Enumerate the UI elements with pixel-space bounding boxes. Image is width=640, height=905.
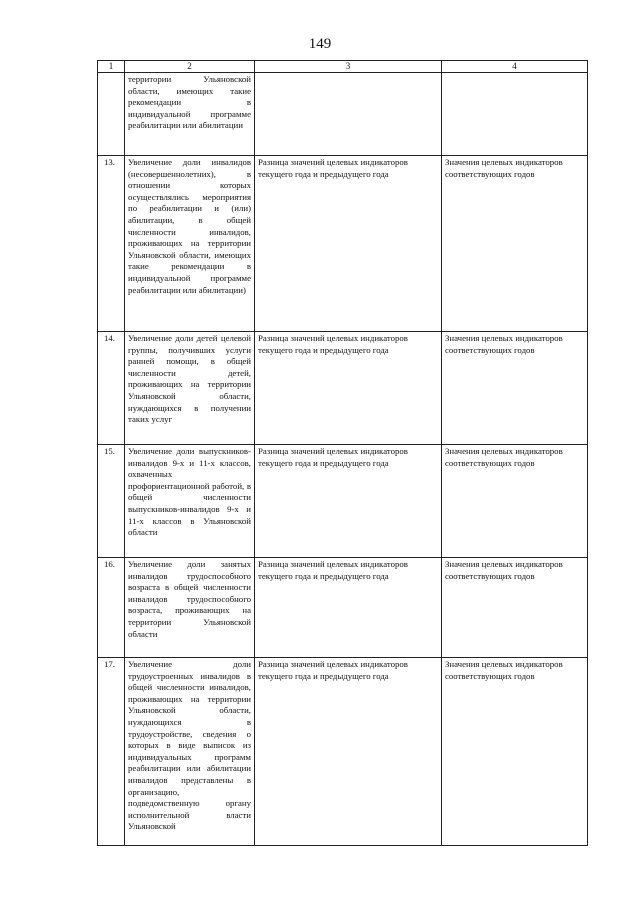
table-row xyxy=(98,156,588,332)
row-number: 16. xyxy=(98,558,125,658)
row-number: 13. xyxy=(98,156,125,332)
table-row xyxy=(98,445,588,558)
row-number: 14. xyxy=(98,332,125,445)
data-source: Значения целевых индикаторов соответствующих годов xyxy=(442,156,588,332)
indicator-name: Увеличение доли трудоустроенных инвалидов в общей численности инвалидов, проживающих на территории Ульяновской области, нуждающихся в трудоустройстве, сведения о которых в виде выписок из индивидуальных программ реабилитации или абилитации инвалидов представлены в организацию, подведомственную органу исполнительной власти Ульяновской xyxy=(125,658,255,846)
calculation-method: Разница значений целевых индикаторов текущего года и предыдущего года xyxy=(255,558,442,658)
calculation-method: Разница значений целевых индикаторов текущего года и предыдущего года xyxy=(255,156,442,332)
data-source: Значения целевых индикаторов соответствующих годов xyxy=(442,558,588,658)
calculation-method: Разница значений целевых индикаторов текущего года и предыдущего года xyxy=(255,332,442,445)
indicator-name: Увеличение доли детей целевой группы, получивших услуги ранней помощи, в общей численности детей, проживающих на территории Ульяновской области, нуждающихся в получении таких услуг xyxy=(125,332,255,445)
column-header-1: 1 xyxy=(98,61,125,73)
indicator-name: территории Ульяновской области, имеющих такие рекомендации в индивидуальной программе реабилитации или абилитации xyxy=(125,73,255,156)
table-row xyxy=(98,73,588,156)
indicator-name: Увеличение доли инвалидов (несовершеннолетних), в отношении которых осуществлялись мероприятия по реабилитации и (или) абилитации, в общей численности инвалидов, проживающих на территории Ульяновской области, имеющих такие рекомендации в индивидуальной программе реабилитации или абилитации) xyxy=(125,156,255,332)
row-number xyxy=(98,73,125,156)
indicator-name: Увеличение доли занятых инвалидов трудоспособного возраста в общей численности инвалидов трудоспособного возраста, проживающих на территории Ульяновской области xyxy=(125,558,255,658)
table-row xyxy=(98,658,588,846)
table-row xyxy=(98,558,588,658)
table-row xyxy=(98,332,588,445)
row-number: 17. xyxy=(98,658,125,846)
column-header-4: 4 xyxy=(442,61,588,73)
row-number: 15. xyxy=(98,445,125,558)
calculation-method: Разница значений целевых индикаторов текущего года и предыдущего года xyxy=(255,445,442,558)
indicator-name: Увеличение доли выпускников-инвалидов 9-х и 11-х классов, охваченных профориентационной работой, в общей численности выпускников-инвалидов 9-х и 11-х классов в Ульяновской области xyxy=(125,445,255,558)
indicator-table xyxy=(97,60,588,846)
table-header-row xyxy=(98,61,588,73)
data-source xyxy=(442,73,588,156)
column-header-3: 3 xyxy=(255,61,442,73)
data-source: Значения целевых индикаторов соответствующих годов xyxy=(442,658,588,846)
data-source: Значения целевых индикаторов соответствующих годов xyxy=(442,332,588,445)
calculation-method: Разница значений целевых индикаторов текущего года и предыдущего года xyxy=(255,658,442,846)
data-source: Значения целевых индикаторов соответствующих годов xyxy=(442,445,588,558)
page-number: 149 xyxy=(308,36,332,52)
calculation-method xyxy=(255,73,442,156)
column-header-2: 2 xyxy=(125,61,255,73)
